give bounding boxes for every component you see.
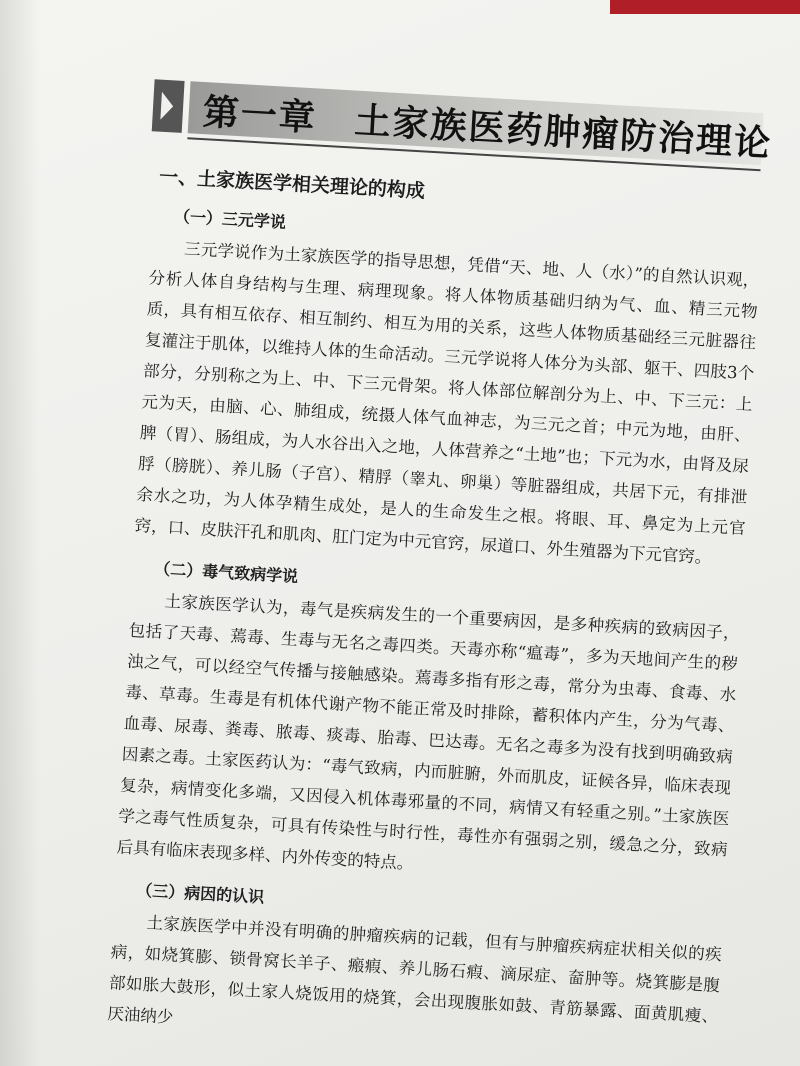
paragraph-1: 三元学说作为土家族医学的指导思想，凭借“天、地、人（水）”的自然认识观，分析人体自身结构与生理、病理现象。将人体物质基础归纳为气、血、精三元物质，具有相互依存、相互制约、相互为用的关系，这些人体物质基础经三元脏器往复灌注于肌体，以维持人体的生命活动。三元学说将人体分为头部、躯干、四肢3个部分，分别称之为上、中、下三元骨架。将人体部位解剖分为上、中、下三元：上元为天，由脑、心、肺组成，统摄人体气血神志，为三元之首；中元为地，由肝、脾（胃）、肠组成，为人水谷出入之地，人体营养之“土地”也；下元为水，由肾及尿脬（膀胱）、养儿肠（子宫）、精脬（睾丸、卵巢）等脏器组成，共居下元，有排泄余水之功，为人体孕精生成处，是人的生命发生之根。将眼、耳、鼻定为上元官窍，口、皮肤汗孔和肌肉、肛门定为中元官窍，尿道口、外生殖器为下元官窍。 — [134, 239, 760, 568]
red-cover-edge — [610, 0, 800, 14]
section-heading: 一、土家族医学相关理论的构成 — [158, 165, 426, 203]
subsection-heading-1: （一）三元学说 — [173, 206, 287, 232]
chapter-header — [151, 75, 774, 173]
page-content — [4, 70, 800, 1066]
paragraph-2: 土家族医学认为，毒气是疾病发生的一个重要病因，是多种疾病的致病因子，包括了天毒、蔫毒、生毒与无名之毒四类。天毒亦称“瘟毒”，多为天地间产生的秽浊之气，可以经空气传播与接触感染。蔫毒多指有形之毒，常分为虫毒、食毒、水毒、草毒。生毒是有机体代谢产物不能正常及时排除，蓄积体内产生，分为气毒、血毒、尿毒、粪毒、脓毒、痰毒、胎毒、巴达毒。无名之毒多为没有找到明确致病因素之毒。土家医药认为：“毒气致病，内而脏腑，外而肌皮，证候各异，临床表现复杂，病情变化多端，又因侵入机体毒邪量的不同，病情又有轻重之别。”土家族医学之毒气性质复杂，可具有传染性与时行性，毒性亦有强弱之别，缓急之分，致病后具有临床表现多样、内外传变的特点。 — [116, 591, 741, 873]
chapter-arrow-icon — [152, 79, 185, 133]
subsection-heading-2: （二）毒气致病学说 — [153, 559, 299, 587]
paragraph-3: 土家族医学中并没有明确的肿瘤疾病的记载，但有与肿瘤疾病症状相关似的疾病，如烧箕膨、锁骨窝长羊子、瘢瘕、养儿肠石瘕、滴尿症、奤肿等。烧箕膨是腹部如胀大鼓形，似土家人烧饭用的烧箕，会出现腹胀如鼓、青筋暴露、面黄肌瘦、厌油纳少 — [106, 913, 723, 1027]
chapter-title: 第一章 土家族医药肿瘤防治理论 — [201, 91, 774, 165]
subsection-heading-3: （三）病因的认识 — [135, 880, 265, 907]
